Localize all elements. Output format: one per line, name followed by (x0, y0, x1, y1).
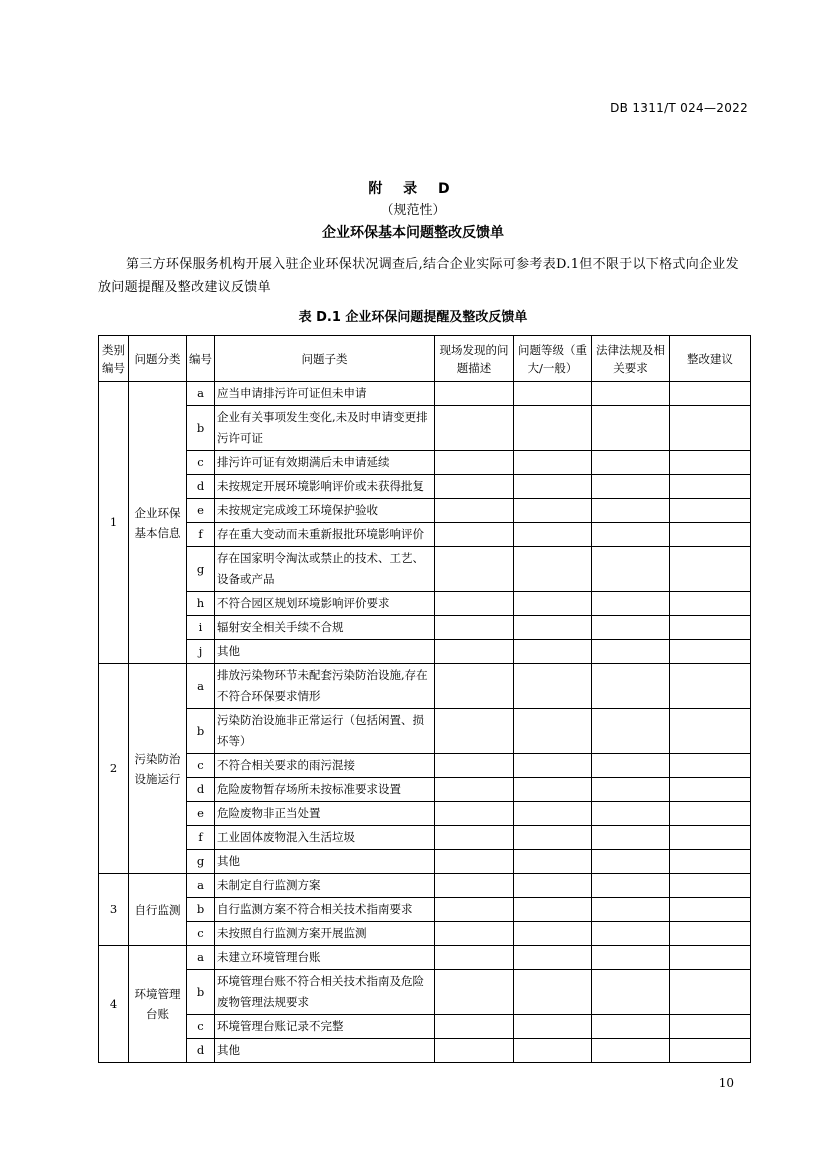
title-block (0, 178, 826, 244)
item-code-cell: c (187, 1015, 215, 1039)
table-row (99, 898, 751, 922)
problem-level-cell[interactable] (514, 523, 592, 547)
problem-level-cell[interactable] (514, 499, 592, 523)
normative-label: （规范性） (380, 203, 446, 218)
legal-requirements-cell[interactable] (592, 616, 670, 640)
problem-subcategory-cell: 其他 (215, 640, 435, 664)
appendix-label: 附 录 D (368, 181, 458, 197)
rectification-advice-cell[interactable] (670, 874, 751, 898)
rectification-advice-cell[interactable] (670, 592, 751, 616)
item-code-cell: c (187, 451, 215, 475)
table-row (99, 922, 751, 946)
problem-level-cell[interactable] (514, 1039, 592, 1063)
problem-description-cell[interactable] (435, 664, 514, 709)
header-problem-subcategory: 问题子类 (215, 336, 435, 382)
rectification-advice-cell[interactable] (670, 1039, 751, 1063)
problem-subcategory-cell: 未按规定完成竣工环境保护验收 (215, 499, 435, 523)
table-row (99, 499, 751, 523)
item-code-cell: e (187, 499, 215, 523)
table-row (99, 664, 751, 709)
rectification-advice-cell[interactable] (670, 946, 751, 970)
problem-level-cell[interactable] (514, 850, 592, 874)
problem-subcategory-cell: 排污许可证有效期满后未申请延续 (215, 451, 435, 475)
rectification-advice-cell[interactable] (670, 451, 751, 475)
header-rectification-advice: 整改建议 (670, 336, 751, 382)
problem-level-cell[interactable] (514, 664, 592, 709)
problem-level-cell[interactable] (514, 382, 592, 406)
rectification-advice-cell[interactable] (670, 754, 751, 778)
problem-subcategory-cell: 未建立环境管理台账 (215, 946, 435, 970)
item-code-cell: c (187, 754, 215, 778)
problem-level-cell[interactable] (514, 946, 592, 970)
table-row (99, 592, 751, 616)
item-code-cell: j (187, 640, 215, 664)
rectification-advice-cell[interactable] (670, 664, 751, 709)
rectification-advice-cell[interactable] (670, 547, 751, 592)
item-code-cell: b (187, 406, 215, 451)
table-body (99, 382, 751, 1063)
legal-requirements-cell[interactable] (592, 475, 670, 499)
item-code-cell: c (187, 922, 215, 946)
header-problem-level: 问题等级（重大/一般） (514, 336, 592, 382)
page-number: 10 (718, 1076, 734, 1090)
problem-level-cell[interactable] (514, 874, 592, 898)
problem-subcategory-cell: 其他 (215, 850, 435, 874)
problem-level-cell[interactable] (514, 970, 592, 1015)
problem-description-cell[interactable] (435, 1039, 514, 1063)
problem-subcategory-cell: 环境管理台账记录不完整 (215, 1015, 435, 1039)
category-name-cell: 环境管理台账 (129, 946, 187, 1063)
problem-level-cell[interactable] (514, 640, 592, 664)
legal-requirements-cell[interactable] (592, 1039, 670, 1063)
problem-description-cell[interactable] (435, 970, 514, 1015)
category-name-cell: 污染防治设施运行 (129, 664, 187, 874)
item-code-cell: b (187, 970, 215, 1015)
problem-level-cell[interactable] (514, 778, 592, 802)
rectification-advice-cell[interactable] (670, 970, 751, 1015)
problem-description-cell[interactable] (435, 850, 514, 874)
rectification-advice-cell[interactable] (670, 898, 751, 922)
rectification-advice-cell[interactable] (670, 826, 751, 850)
table-row (99, 616, 751, 640)
problem-subcategory-cell: 工业固体废物混入生活垃圾 (215, 826, 435, 850)
problem-description-cell[interactable] (435, 1015, 514, 1039)
table-row (99, 382, 751, 406)
problem-level-cell[interactable] (514, 592, 592, 616)
table-row (99, 709, 751, 754)
rectification-advice-cell[interactable] (670, 802, 751, 826)
problem-description-cell[interactable] (435, 640, 514, 664)
problem-description-cell[interactable] (435, 802, 514, 826)
table-row (99, 640, 751, 664)
problem-subcategory-cell: 应当申请排污许可证但未申请 (215, 382, 435, 406)
rectification-advice-cell[interactable] (670, 406, 751, 451)
legal-requirements-cell[interactable] (592, 778, 670, 802)
problem-level-cell[interactable] (514, 616, 592, 640)
category-number-cell: 1 (99, 382, 129, 664)
rectification-advice-cell[interactable] (670, 523, 751, 547)
table-row (99, 1015, 751, 1039)
legal-requirements-cell[interactable] (592, 922, 670, 946)
item-code-cell: b (187, 898, 215, 922)
legal-requirements-cell[interactable] (592, 754, 670, 778)
category-name-cell: 企业环保基本信息 (129, 382, 187, 664)
table-row (99, 946, 751, 970)
item-code-cell: e (187, 802, 215, 826)
item-code-cell: d (187, 475, 215, 499)
item-code-cell: i (187, 616, 215, 640)
problem-level-cell[interactable] (514, 709, 592, 754)
problem-level-cell[interactable] (514, 475, 592, 499)
table-row (99, 547, 751, 592)
problem-subcategory-cell: 不符合相关要求的雨污混接 (215, 754, 435, 778)
legal-requirements-cell[interactable] (592, 802, 670, 826)
problem-subcategory-cell: 环境管理台账不符合相关技术指南及危险废物管理法规要求 (215, 970, 435, 1015)
problem-subcategory-cell: 其他 (215, 1039, 435, 1063)
rectification-advice-cell[interactable] (670, 382, 751, 406)
item-code-cell: g (187, 547, 215, 592)
category-number-cell: 2 (99, 664, 129, 874)
item-code-cell: d (187, 778, 215, 802)
category-number-cell: 3 (99, 874, 129, 946)
table-caption: 表 D.1 企业环保问题提醒及整改反馈单 (298, 310, 528, 325)
intro-paragraph: 第三方环保服务机构开展入驻企业环保状况调查后,结合企业实际可参考表D.1但不限于以下格式向企业发放问题提醒及整改建议反馈单 (98, 257, 739, 295)
item-code-cell: f (187, 826, 215, 850)
problem-description-cell[interactable] (435, 592, 514, 616)
item-code-cell: a (187, 664, 215, 709)
table-row (99, 475, 751, 499)
rectification-advice-cell[interactable] (670, 922, 751, 946)
document-code: DB 1311/T 024—2022 (610, 101, 748, 115)
problem-level-cell[interactable] (514, 754, 592, 778)
category-name-cell: 自行监测 (129, 874, 187, 946)
legal-requirements-cell[interactable] (592, 946, 670, 970)
problem-description-cell[interactable] (435, 523, 514, 547)
problem-level-cell[interactable] (514, 406, 592, 451)
problem-level-cell[interactable] (514, 451, 592, 475)
problem-subcategory-cell: 危险废物暂存场所未按标准要求设置 (215, 778, 435, 802)
rectification-advice-cell[interactable] (670, 709, 751, 754)
problem-level-cell[interactable] (514, 802, 592, 826)
problem-level-cell[interactable] (514, 547, 592, 592)
problem-subcategory-cell: 未按照自行监测方案开展监测 (215, 922, 435, 946)
feedback-table (98, 335, 751, 1063)
table-row (99, 1039, 751, 1063)
rectification-advice-cell[interactable] (670, 616, 751, 640)
category-number-cell: 4 (99, 946, 129, 1063)
legal-requirements-cell[interactable] (592, 1015, 670, 1039)
header-problem-category: 问题分类 (129, 336, 187, 382)
header-legal-requirements: 法律法规及相关要求 (592, 336, 670, 382)
problem-subcategory-cell: 未制定自行监测方案 (215, 874, 435, 898)
problem-subcategory-cell: 危险废物非正当处置 (215, 802, 435, 826)
rectification-advice-cell[interactable] (670, 640, 751, 664)
problem-description-cell[interactable] (435, 382, 514, 406)
appendix-title: 企业环保基本问题整改反馈单 (322, 225, 504, 241)
header-category-number: 类别编号 (99, 336, 129, 382)
table-header-row (99, 336, 751, 382)
problem-level-cell[interactable] (514, 922, 592, 946)
legal-requirements-cell[interactable] (592, 970, 670, 1015)
item-code-cell: a (187, 946, 215, 970)
table-row (99, 826, 751, 850)
problem-description-cell[interactable] (435, 922, 514, 946)
problem-subcategory-cell: 不符合园区规划环境影响评价要求 (215, 592, 435, 616)
item-code-cell: a (187, 874, 215, 898)
table-row (99, 523, 751, 547)
legal-requirements-cell[interactable] (592, 523, 670, 547)
rectification-advice-cell[interactable] (670, 778, 751, 802)
item-code-cell: g (187, 850, 215, 874)
problem-description-cell[interactable] (435, 826, 514, 850)
table-row (99, 754, 751, 778)
legal-requirements-cell[interactable] (592, 382, 670, 406)
problem-subcategory-cell: 存在重大变动而未重新报批环境影响评价 (215, 523, 435, 547)
problem-description-cell[interactable] (435, 874, 514, 898)
table-row (99, 874, 751, 898)
legal-requirements-cell[interactable] (592, 640, 670, 664)
problem-subcategory-cell: 存在国家明令淘汰或禁止的技术、工艺、设备或产品 (215, 547, 435, 592)
problem-description-cell[interactable] (435, 898, 514, 922)
table-row (99, 850, 751, 874)
rectification-advice-cell[interactable] (670, 850, 751, 874)
legal-requirements-cell[interactable] (592, 850, 670, 874)
rectification-advice-cell[interactable] (670, 1015, 751, 1039)
problem-description-cell[interactable] (435, 616, 514, 640)
rectification-advice-cell[interactable] (670, 475, 751, 499)
item-code-cell: h (187, 592, 215, 616)
legal-requirements-cell[interactable] (592, 664, 670, 709)
legal-requirements-cell[interactable] (592, 406, 670, 451)
problem-subcategory-cell: 污染防治设施非正常运行（包括闲置、损坏等） (215, 709, 435, 754)
problem-description-cell[interactable] (435, 946, 514, 970)
legal-requirements-cell[interactable] (592, 499, 670, 523)
table-row (99, 970, 751, 1015)
problem-description-cell[interactable] (435, 754, 514, 778)
problem-description-cell[interactable] (435, 475, 514, 499)
header-item-code: 编号 (187, 336, 215, 382)
item-code-cell: a (187, 382, 215, 406)
problem-level-cell[interactable] (514, 1015, 592, 1039)
table-row (99, 802, 751, 826)
legal-requirements-cell[interactable] (592, 547, 670, 592)
problem-level-cell[interactable] (514, 898, 592, 922)
problem-description-cell[interactable] (435, 499, 514, 523)
problem-description-cell[interactable] (435, 778, 514, 802)
header-problem-description: 现场发现的问题描述 (435, 336, 514, 382)
item-code-cell: b (187, 709, 215, 754)
problem-level-cell[interactable] (514, 826, 592, 850)
table-row (99, 778, 751, 802)
legal-requirements-cell[interactable] (592, 451, 670, 475)
table-row (99, 406, 751, 451)
table-row (99, 451, 751, 475)
problem-description-cell[interactable] (435, 547, 514, 592)
item-code-cell: d (187, 1039, 215, 1063)
legal-requirements-cell[interactable] (592, 898, 670, 922)
legal-requirements-cell[interactable] (592, 709, 670, 754)
problem-subcategory-cell: 企业有关事项发生变化,未及时申请变更排污许可证 (215, 406, 435, 451)
item-code-cell: f (187, 523, 215, 547)
problem-description-cell[interactable] (435, 406, 514, 451)
legal-requirements-cell[interactable] (592, 826, 670, 850)
problem-description-cell[interactable] (435, 709, 514, 754)
problem-subcategory-cell: 未按规定开展环境影响评价或未获得批复 (215, 475, 435, 499)
problem-subcategory-cell: 辐射安全相关手续不合规 (215, 616, 435, 640)
legal-requirements-cell[interactable] (592, 874, 670, 898)
problem-subcategory-cell: 排放污染物环节未配套污染防治设施,存在不符合环保要求情形 (215, 664, 435, 709)
rectification-advice-cell[interactable] (670, 499, 751, 523)
legal-requirements-cell[interactable] (592, 592, 670, 616)
problem-description-cell[interactable] (435, 451, 514, 475)
problem-subcategory-cell: 自行监测方案不符合相关技术指南要求 (215, 898, 435, 922)
